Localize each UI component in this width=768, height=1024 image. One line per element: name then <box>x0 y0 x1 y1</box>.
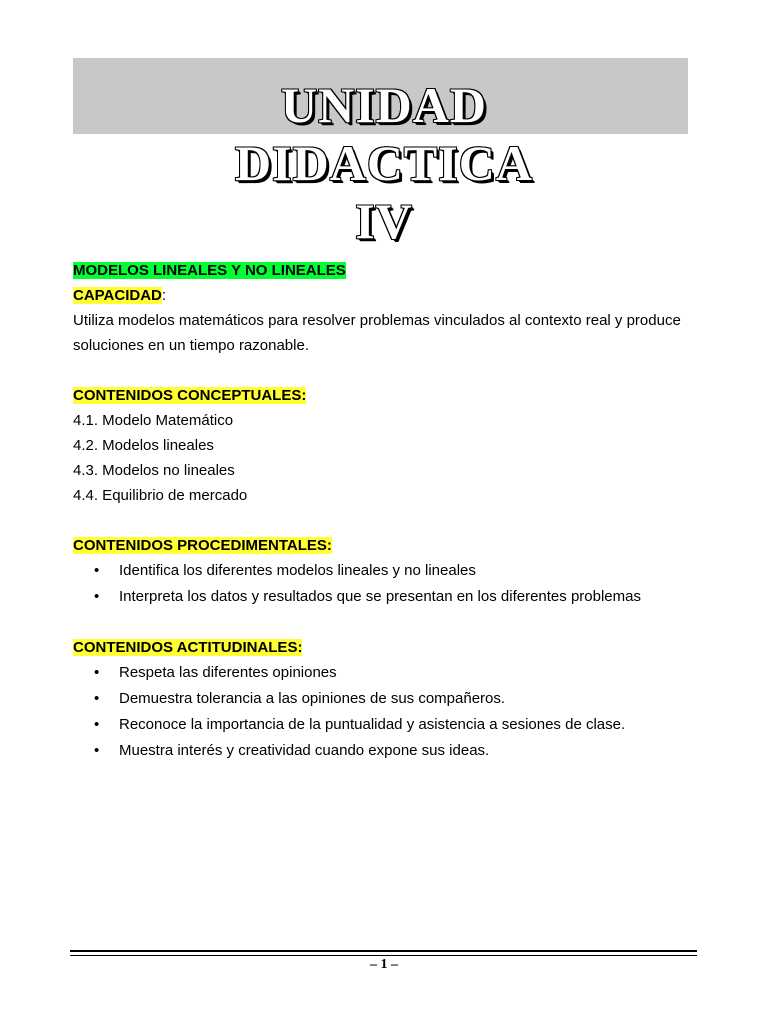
title-line-3: IV <box>355 193 413 249</box>
capacidad-heading: CAPACIDAD <box>73 287 162 304</box>
list-item <box>73 738 703 764</box>
footer-divider <box>70 950 697 952</box>
capacidad-line <box>73 283 703 308</box>
list-item <box>73 660 703 686</box>
conceptual-item: 4.1. Modelo Matemático <box>73 412 234 429</box>
list-item <box>73 686 703 712</box>
bullet-icon: • <box>94 742 100 759</box>
topic-heading: MODELOS LINEALES Y NO LINEALES <box>73 262 346 279</box>
procedimentales-line <box>73 533 703 558</box>
bullet-icon: • <box>94 690 100 707</box>
document-body <box>73 258 703 764</box>
procedimentales-heading: CONTENIDOS PROCEDIMENTALES: <box>73 537 332 554</box>
capacidad-colon: : <box>161 287 167 304</box>
title-line-1: UNIDAD <box>281 77 487 133</box>
bullet-icon: • <box>94 588 100 605</box>
conceptual-item: 4.3. Modelos no lineales <box>73 462 235 479</box>
page-number: – 1 – <box>370 957 398 972</box>
actitudinales-list <box>73 660 703 764</box>
actitudinales-heading: CONTENIDOS ACTITUDINALES: <box>73 639 303 656</box>
capacidad-text: Utiliza modelos matemáticos para resolver problemas vinculados al contexto real y produce soluciones en un tiempo razonable. <box>73 312 681 354</box>
list-item-text: Identifica los diferentes modelos lineales y no lineales <box>119 562 476 579</box>
list-item-text: Demuestra tolerancia a las opiniones de sus compañeros. <box>119 690 506 707</box>
list-item <box>73 558 703 584</box>
footer-divider-thin <box>70 955 697 956</box>
list-item <box>73 712 703 738</box>
list-item-text: Muestra interés y creatividad cuando expone sus ideas. <box>119 742 490 759</box>
list-item-text: Reconoce la importancia de la puntualidad y asistencia a sesiones de clase. <box>119 716 626 733</box>
conceptual-item: 4.4. Equilibrio de mercado <box>73 487 248 504</box>
list-item-text: Respeta las diferentes opiniones <box>119 664 337 681</box>
procedimentales-list <box>73 558 703 610</box>
actitudinales-line <box>73 635 703 660</box>
conceptual-item: 4.2. Modelos lineales <box>73 437 214 454</box>
title-line-2: DIDACTICA <box>235 135 533 191</box>
bullet-icon: • <box>94 716 100 733</box>
conceptuales-line <box>73 383 703 408</box>
topic-line <box>73 258 703 283</box>
conceptuales-heading: CONTENIDOS CONCEPTUALES: <box>73 387 307 404</box>
bullet-icon: • <box>94 562 100 579</box>
list-item <box>73 584 703 610</box>
bullet-icon: • <box>94 664 100 681</box>
list-item-text: Interpreta los datos y resultados que se presentan en los diferentes problemas <box>119 588 641 605</box>
